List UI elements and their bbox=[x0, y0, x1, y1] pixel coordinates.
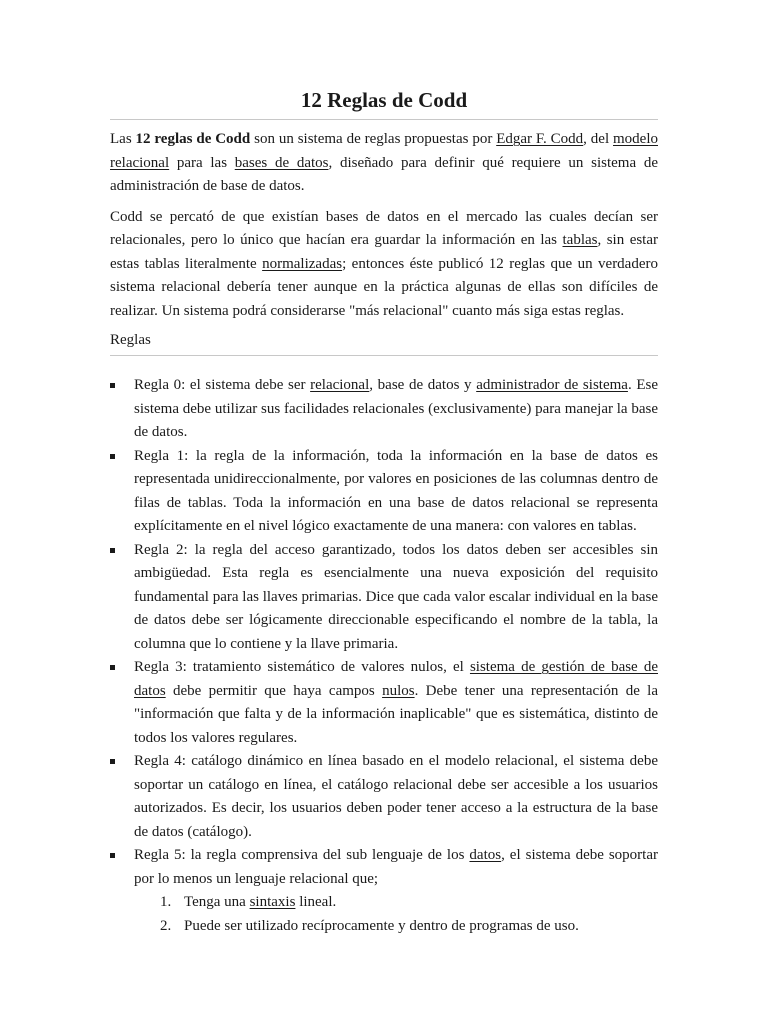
paragraph-text: , sin estar estas tablas literalmente bbox=[110, 232, 659, 272]
link-administrador-de-sistema[interactable]: administrador de sistema bbox=[476, 377, 628, 394]
link-sistema-de-gestion[interactable]: sistema de gestión de base de datos bbox=[134, 659, 658, 699]
rule-text: Regla 1: la regla de la información, toda la información en la base de datos es representada unidireccionalmente, por valores en posiciones de las columnas dentro de filas de tablas. Toda la información en una base de datos relacional se representa explícitamente en el nivel lógico exactamente de una manera: con valores en tablas. bbox=[134, 447, 658, 535]
rule-text: , base de datos y bbox=[369, 377, 477, 394]
sublist-text: lineal. bbox=[295, 894, 337, 911]
square-bullet-icon bbox=[110, 665, 115, 670]
link-modelo-relacional[interactable]: modelo relacional bbox=[110, 131, 658, 171]
rule-text: Regla 3: tratamiento sistemático de valores nulos, el bbox=[134, 659, 470, 676]
intro-text: , diseñado para definir qué requiere un sistema de administración de base de datos. bbox=[110, 154, 658, 195]
document-content bbox=[110, 88, 658, 938]
rule-text: Regla 2: la regla del acceso garantizado, todos los datos deben ser accesibles sin ambigüedad. Esta regla es esencialmente una nueva exposición del requisito fundamental para las llaves primarias. Dice que cada valor escalar individual en la base de datos debe ser lógicamente direccionable especificando el nombre de la tabla, la columna que lo contiene y la llave primaria. bbox=[134, 541, 658, 652]
square-bullet-icon bbox=[110, 454, 115, 459]
link-edgar-codd[interactable]: Edgar F. Codd bbox=[496, 131, 584, 148]
rule-text: Regla 4: catálogo dinámico en línea basado en el modelo relacional, el sistema debe soportar un catálogo en línea, el catálogo relacional debe ser accesible a los usuarios autorizados. Es decir, los usuarios deben poder tener acceso a la estructura de la base de datos (catálogo). bbox=[134, 753, 658, 840]
rule-item-1 bbox=[110, 445, 658, 539]
rule-item-4 bbox=[110, 750, 658, 844]
sublist-text: Puede ser utilizado recíprocamente y dentro de programas de uso. bbox=[184, 917, 579, 934]
link-tablas[interactable]: tablas bbox=[562, 232, 598, 249]
page-title: 12 Reglas de Codd bbox=[110, 88, 658, 120]
rule-text: . Ese sistema debe utilizar sus facilidades relacionales (exclusivamente) para manejar la base de datos. bbox=[134, 377, 658, 441]
rule-text: , el sistema debe soportar por lo menos un lenguaje relacional que; bbox=[134, 847, 659, 887]
sublist-text: Tenga una bbox=[184, 894, 250, 911]
rule-text: debe permitir que haya campos bbox=[165, 682, 383, 699]
link-sintaxis[interactable]: sintaxis bbox=[249, 894, 296, 911]
intro-text: para las bbox=[169, 154, 235, 171]
sublist-item-2 bbox=[134, 915, 658, 939]
square-bullet-icon bbox=[110, 383, 115, 388]
rule-item-3 bbox=[110, 656, 658, 750]
second-paragraph bbox=[110, 206, 658, 324]
square-bullet-icon bbox=[110, 853, 115, 858]
rule-item-5 bbox=[110, 844, 658, 938]
intro-text: son un sistema de reglas propuestas por bbox=[250, 131, 497, 148]
section-heading-reglas: Reglas bbox=[110, 329, 658, 356]
paragraph-text: Codd se percató de que existían bases de datos en el mercado las cuales decían ser relacionales, pero lo único que hacían era guardar la información en las bbox=[110, 208, 658, 249]
link-relacional[interactable]: relacional bbox=[310, 377, 370, 394]
link-nulos[interactable]: nulos bbox=[382, 682, 415, 699]
rule-item-0 bbox=[110, 374, 658, 445]
rule-text: Regla 0: el sistema debe ser bbox=[134, 377, 311, 394]
square-bullet-icon bbox=[110, 759, 115, 764]
list-number: 1. bbox=[160, 894, 172, 911]
link-normalizadas[interactable]: normalizadas bbox=[262, 255, 343, 272]
intro-paragraph bbox=[110, 128, 658, 199]
rule-text: Regla 5: la regla comprensiva del sub lenguaje de los bbox=[134, 847, 470, 864]
intro-text: , del bbox=[583, 131, 613, 148]
intro-bold-term: 12 reglas de Codd bbox=[135, 131, 251, 148]
rule-item-2 bbox=[110, 539, 658, 657]
paragraph-text: ; entonces éste publicó 12 reglas que un verdadero sistema relacional debería tener aunque en la práctica algunas de ellas son difíciles de realizar. Un sistema podrá considerarse "más relacional" cuanto más siga estas reglas. bbox=[110, 255, 658, 319]
rule-5-sublist bbox=[134, 891, 658, 938]
intro-text: Las bbox=[110, 131, 136, 148]
rule-text: . Debe tener una representación de la "información que falta y de la información inaplicable" que es sistemática, distinto de todos los valores regulares. bbox=[134, 682, 658, 746]
sublist-item-1 bbox=[134, 891, 658, 915]
rules-list bbox=[110, 374, 658, 938]
square-bullet-icon bbox=[110, 548, 115, 553]
list-number: 2. bbox=[160, 917, 172, 934]
link-bases-de-datos[interactable]: bases de datos bbox=[234, 154, 329, 171]
link-datos[interactable]: datos bbox=[469, 847, 502, 864]
